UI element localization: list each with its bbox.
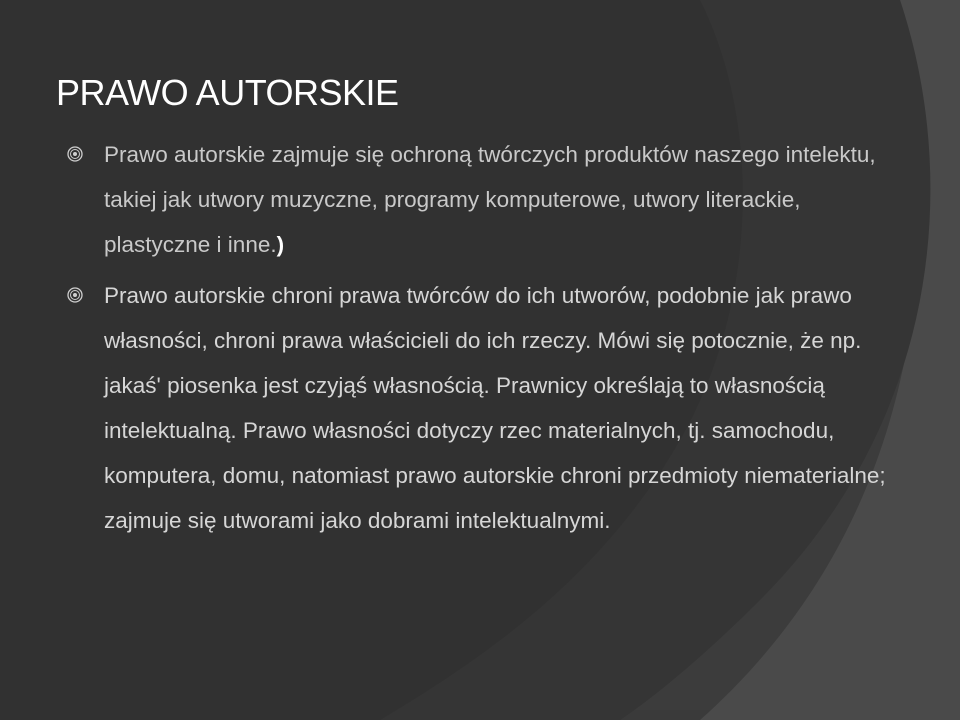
- slide-title: PRAWO AUTORSKIE: [56, 72, 399, 113]
- dot-ring-icon: [66, 145, 84, 163]
- bullet-text: Prawo autorskie chroni prawa twórców do ich utworów, podobnie jak prawo własności, chroni prawa właścicieli do ich rzeczy. Mówi się potocznie, że np. jakaś' piosenka jest czyjąś własnością. Prawnicy określają to własnością intelektualną. Prawo własności dotyczy rzec materialnych, tj. samochodu, komputera, domu, natomiast prawo autorskie chroni przedmioty niematerialne; zajmuje się utworami jako dobrami intelektualnymi.: [104, 283, 886, 533]
- list-item: [66, 273, 896, 543]
- bullet-suffix: ): [276, 232, 285, 257]
- dot-ring-icon: [66, 286, 84, 304]
- bullet-list: [66, 132, 896, 549]
- list-item: [66, 132, 896, 267]
- bullet-text: Prawo autorskie zajmuje się ochroną twórczych produktów naszego intelektu, takiej jak utwory muzyczne, programy komputerowe, utwory literackie, plastyczne i inne.: [104, 142, 876, 257]
